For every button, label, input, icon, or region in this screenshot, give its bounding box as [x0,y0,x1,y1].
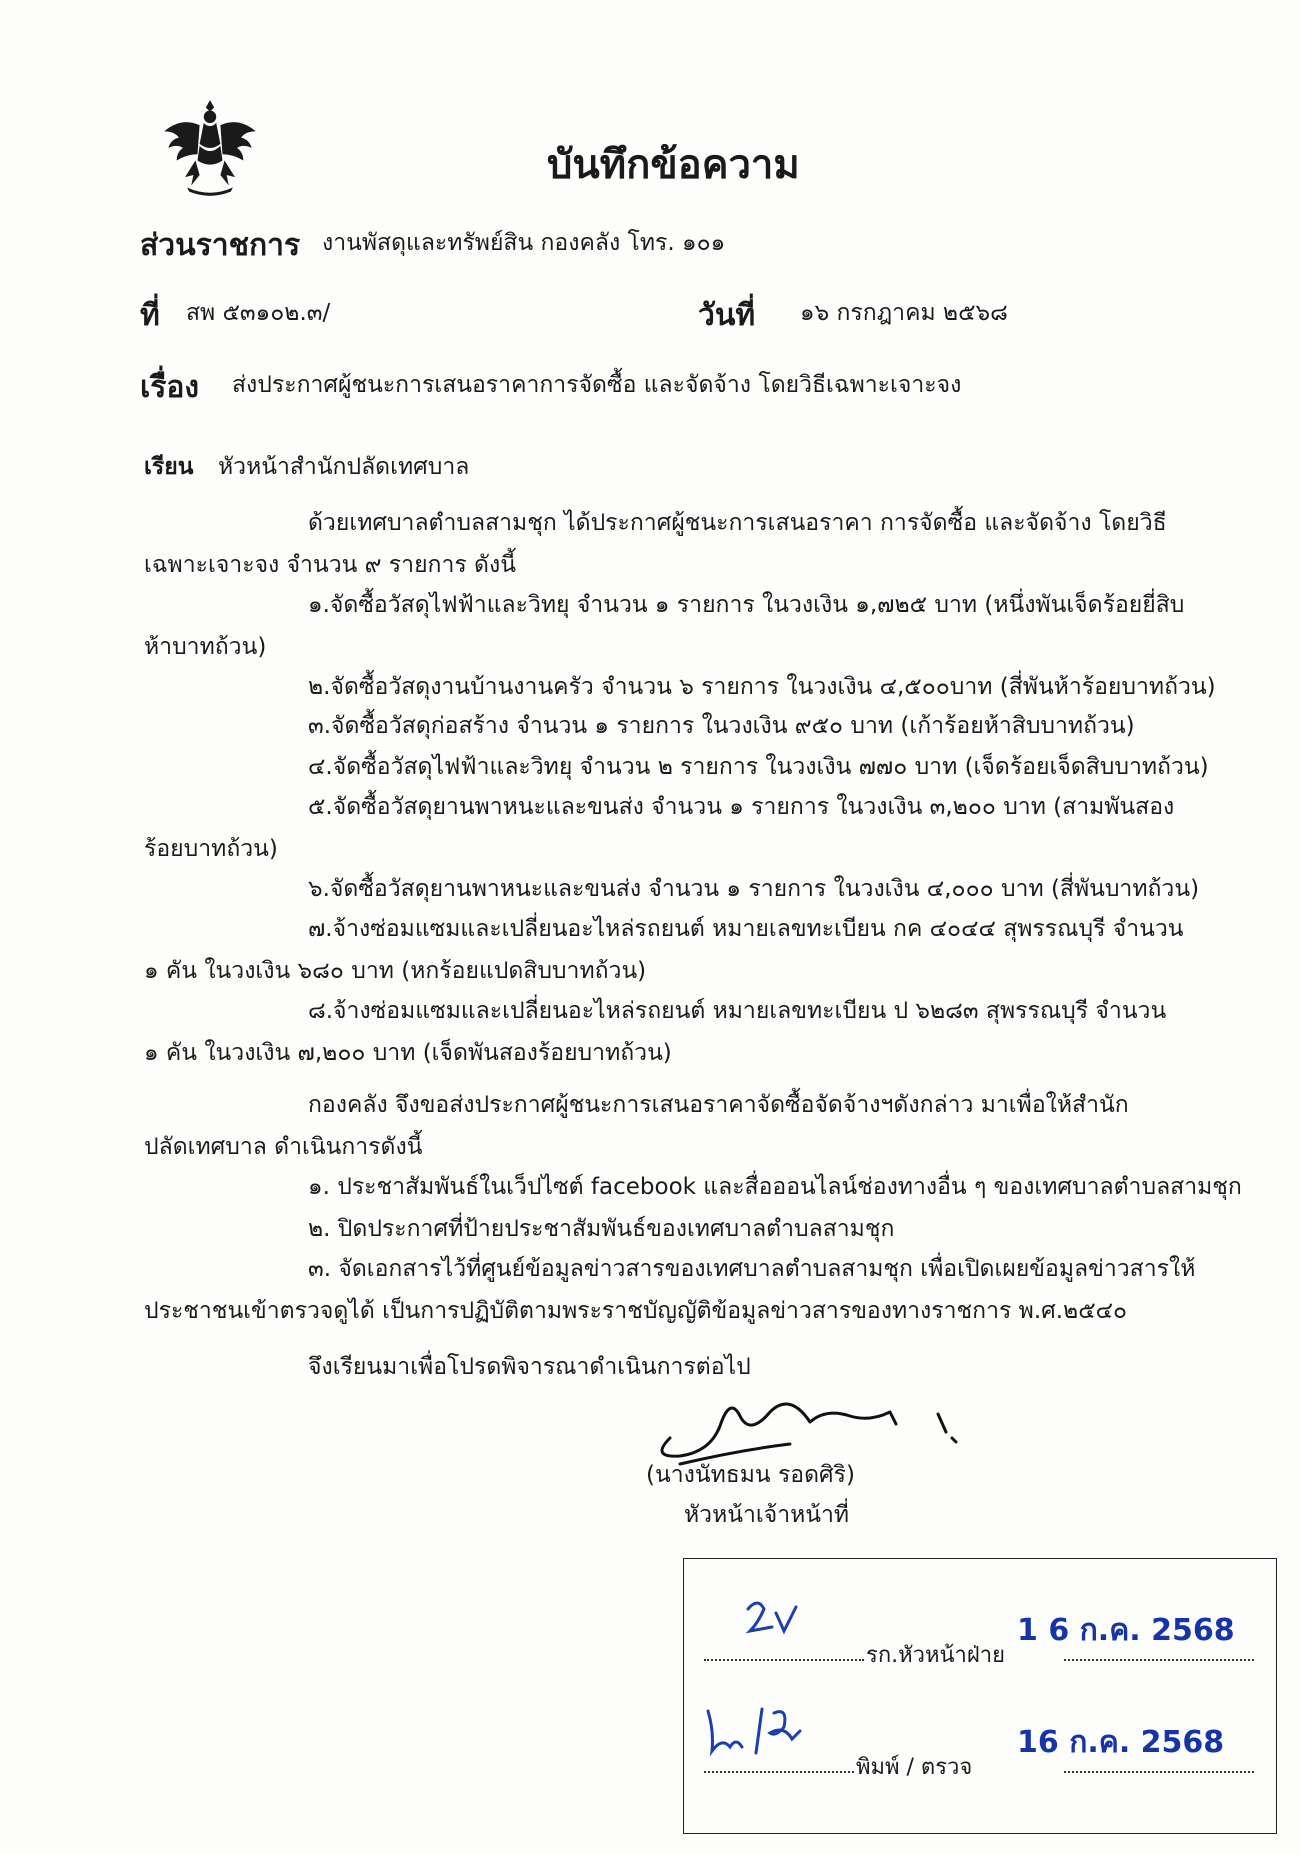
row2-date-stamp: 16 ก.ค. 2568 [1017,1725,1225,1760]
action-1: ๑. ประชาสัมพันธ์ในเว็ปไซต์ facebook และสื่อออนไลน์ช่องทางอื่น ๆ ของเทศบาลตำบลสามชุก [308,1174,1242,1200]
ref-value: สพ ๕๓๑๐๒.๓/ [186,300,331,326]
para2-line-2: ปลัดเทศบาล ดำเนินการดังนี้ [144,1134,423,1160]
item-7-line-2: ๑ คัน ในวงเงิน ๖๘๐ บาท (หกร้อยแปดสิบบาทถ้วน) [144,958,647,984]
item-4: ๔.จัดซื้อวัสดุไฟฟ้าและวิทยุ จำนวน ๒ รายการ ในวงเงิน ๗๗๐ บาท (เจ็ดร้อยเจ็ดสิบบาทถ้วน) [308,754,1209,780]
action-3-line-1: ๓. จัดเอกสารไว้ที่ศูนย์ข้อมูลข่าวสารของเทศบาลตำบลสามชุก เพื่อเปิดเผยข้อมูลข่าวสารให้ [308,1256,1196,1282]
document-title: บันทึกข้อความ [547,142,800,188]
dotted-line-1 [704,1659,864,1661]
to-label: เรียน [144,454,194,480]
date-label: วันที่ [698,298,756,333]
garuda-emblem-icon [158,96,262,200]
item-1-line-1: ๑.จัดซื้อวัสดุไฟฟ้าและวิทยุ จำนวน ๑ รายการ ในวงเงิน ๑,๗๒๕ บาท (หนึ่งพันเจ็ดร้อยยี่สิบ [308,592,1185,618]
signatory-position: หัวหน้าเจ้าหน้าที่ [684,1502,850,1528]
item-5-line-2: ร้อยบาทถ้วน) [144,836,278,862]
item-8-line-2: ๑ คัน ในวงเงิน ๗,๒๐๐ บาท (เจ็ดพันสองร้อยบาทถ้วน) [144,1040,672,1066]
item-5-line-1: ๕.จัดซื้อวัสดุยานพาหนะและขนส่ง จำนวน ๑ รายการ ในวงเงิน ๓,๒๐๐ บาท (สามพันสอง [308,794,1175,820]
subject-label: เรื่อง [140,370,200,405]
initial-mark-1 [742,1595,812,1635]
item-8-line-1: ๘.จ้างซ่อมแซมและเปลี่ยนอะไหล่รถยนต์ หมายเลขทะเบียน ป ๖๒๘๓ สุพรรณบุรี จำนวน [308,998,1167,1024]
date-value: ๑๖ กรกฎาคม ๒๕๖๘ [800,300,1008,326]
item-1-line-2: ห้าบาทถ้วน) [144,634,267,660]
row1-date-stamp: 1 6 ก.ค. 2568 [1017,1613,1235,1648]
action-3-line-2: ประชาชนเข้าตรวจดูได้ เป็นการปฏิบัติตามพระราชบัญญัติข้อมูลข่าวสารของทางราชการ พ.ศ.๒๕๔๐ [144,1298,1128,1324]
item-7-line-1: ๗.จ้างซ่อมแซมและเปลี่ยนอะไหล่รถยนต์ หมายเลขทะเบียน กค ๔๐๔๔ สุพรรณบุรี จำนวน [308,916,1184,942]
handwritten-signature [640,1368,970,1468]
para2-line-1: กองคลัง จึงขอส่งประกาศผู้ชนะการเสนอราคาจัดซื้อจัดจ้างฯดังกล่าว มาเพื่อให้สำนัก [308,1092,1129,1118]
action-2: ๒. ปิดประกาศที่ป้ายประชาสัมพันธ์ของเทศบาลตำบลสามชุก [308,1216,895,1242]
row2-label: พิมพ์ / ตรวจ [856,1755,973,1780]
initial-mark-2 [702,1703,832,1763]
row1-label: รก.หัวหน้าฝ่าย [866,1643,1006,1668]
ref-label: ที่ [140,298,160,333]
item-2: ๒.จัดซื้อวัสดุงานบ้านงานครัว จำนวน ๖ รายการ ในวงเงิน ๔,๕๐๐บาท (สี่พันห้าร้อยบาทถ้วน) [308,674,1216,700]
agency-value: งานพัสดุและทรัพย์สิน กองคลัง โทร. ๑๐๑ [322,230,726,256]
dotted-line-4 [1064,1771,1254,1773]
agency-label: ส่วนราชการ [140,228,301,263]
intro-line-2: เฉพาะเจาะจง จำนวน ๙ รายการ ดังนี้ [144,552,516,578]
subject-value: ส่งประกาศผู้ชนะการเสนอราคาการจัดซื้อ และจัดจ้าง โดยวิธีเฉพาะเจาะจง [232,372,962,398]
item-3: ๓.จัดซื้อวัสดุก่อสร้าง จำนวน ๑ รายการ ในวงเงิน ๙๕๐ บาท (เก้าร้อยห้าสิบบาทถ้วน) [308,713,1135,739]
to-value: หัวหน้าสำนักปลัดเทศบาล [218,454,470,480]
intro-line-1: ด้วยเทศบาลตำบลสามชุก ได้ประกาศผู้ชนะการเสนอราคา การจัดซื้อ และจัดจ้าง โดยวิธี [308,510,1167,536]
dotted-line-3 [704,1771,854,1773]
signatory-name: (นางนัทธมน รอดศิริ) [646,1462,855,1488]
item-6: ๖.จัดซื้อวัสดุยานพาหนะและขนส่ง จำนวน ๑ รายการ ในวงเงิน ๔,๐๐๐ บาท (สี่พันบาทถ้วน) [308,876,1200,902]
closing-line: จึงเรียนมาเพื่อโปรดพิจารณาดำเนินการต่อไป [308,1354,751,1380]
dotted-line-2 [1064,1659,1254,1661]
approval-box [683,1558,1277,1834]
